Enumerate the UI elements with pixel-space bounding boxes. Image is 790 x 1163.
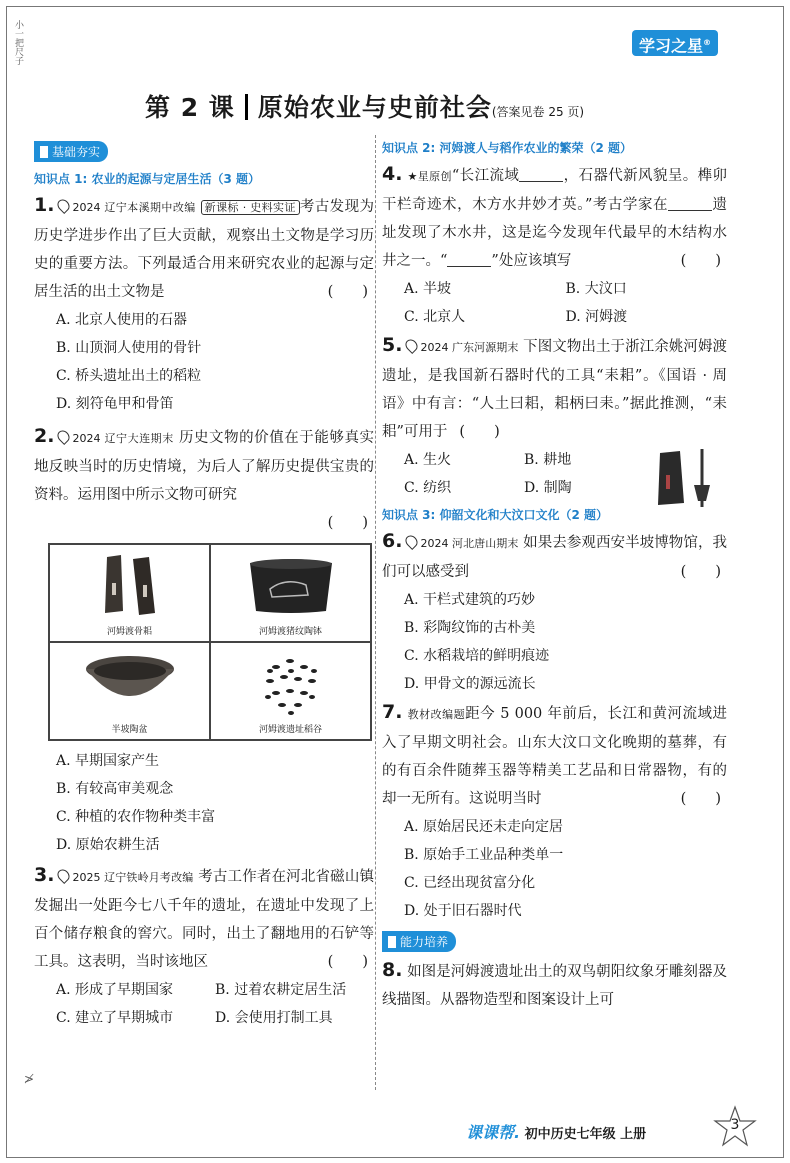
blank-1	[519, 165, 563, 182]
q5-option-c: C. 纺织	[404, 480, 452, 496]
q7-option-b: B. 原始手工业品种类单一	[404, 847, 564, 863]
location-icon	[403, 533, 420, 550]
q2-option-d: D. 原始农耕生活	[56, 837, 160, 853]
page-title: 第 2 课 原始农业与史前社会(答案见卷 25 页)	[145, 93, 585, 122]
left-column	[34, 135, 374, 1032]
question-2: 2. 2024 辽宁大连期末 历史文物的价值在于能够真实地反映当时的历史情境，为后人了解历史提供宝贵的资料。运用图中所示文物可研究	[34, 425, 374, 503]
q7-option-d: D. 处于旧石器时代	[404, 903, 522, 919]
q4-option-b: B. 大汶口	[565, 281, 627, 297]
knowledge-point-1: 知识点 1: 农业的起源与定居生活（3 题）	[34, 172, 261, 186]
q2-option-a: A. 早期国家产生	[56, 753, 160, 769]
question-7: 7. 教材改编题距今 5 000 年前后，长江和黄河流域进入了早期文明社会。山东大汶口文化晚期的墓葬，有的有百余件随葬玉器等精美工艺品和日常器物，有的却一无所有。这说明当时 ( )	[382, 701, 728, 807]
brand-logo: 学习之星®	[632, 30, 718, 56]
q5-options	[382, 446, 644, 502]
q6-option-d: D. 甲骨文的源远流长	[404, 676, 536, 692]
q7-option-a: A. 原始居民还未走向定居	[404, 819, 564, 835]
question-4: 4. ★星原创“长江流域 ，石器代新风貌呈。榫卯干栏奇迹术，木方水井妙才英。”考古学家在 遗址发现了木水井，这是迄今发现年代最早的木结构水井之一。“ ”处应该填写 ( )	[382, 163, 727, 269]
q4-option-a: A. 半坡	[404, 281, 452, 297]
q1-option-a: A. 北京人使用的石器	[56, 312, 188, 328]
section-basic: 基础夯实	[34, 141, 108, 162]
q3-options	[34, 976, 374, 1032]
q3-option-b: B. 过着农耕定居生活	[215, 982, 347, 998]
column-divider	[375, 135, 376, 1090]
section-ability: 能力培养	[382, 931, 456, 952]
q1-option-d: D. 刻符龟甲和骨笛	[56, 396, 174, 412]
book-icon	[388, 936, 396, 948]
question-6: 6. 2024 河北唐山期末 如果去参观西安半坡博物馆，我们可以感受到 ( )	[382, 530, 728, 580]
q2-answer-paren: ( )	[327, 515, 368, 531]
leisi-image	[654, 449, 716, 507]
question-5: 5. 2024 广东河源期末 下图文物出土于浙江余姚河姆渡遗址，是我国新石器时代的工具“耒耜”。《国语 · 周语》中有言：“人土曰耜，耜柄曰耒。”据此推测，“耒耜”可用于 ( )	[382, 334, 728, 440]
artifact-image-table	[48, 543, 372, 741]
q3-option-a: A. 形成了早期国家	[56, 982, 174, 998]
q1-option-b: B. 山顶洞人使用的骨针	[56, 340, 202, 356]
right-column	[382, 135, 727, 1014]
q2-option-c: C. 种植的农作物种类丰富	[56, 809, 216, 825]
image-banpo-basin: 半坡陶盆	[49, 642, 210, 740]
q6-option-b: B. 彩陶纹饰的古朴美	[404, 620, 536, 636]
image-pig-pottery: 河姆渡猪纹陶钵	[210, 544, 371, 642]
image-rice-grains: 河姆渡遗址稻谷	[210, 642, 371, 740]
image-bone-spade: 河姆渡骨耜	[49, 544, 210, 642]
location-icon	[55, 428, 72, 445]
q4-option-c: C. 北京人	[404, 309, 466, 325]
q3-option-c: C. 建立了早期城市	[56, 1010, 174, 1026]
side-text: 小一把尺子	[13, 20, 23, 65]
q7-option-c: C. 已经出现贫富分化	[404, 875, 536, 891]
knowledge-point-3: 知识点 3: 仰韶文化和大汶口文化（2 题）	[382, 508, 609, 522]
question-3: 3. 2025 辽宁铁岭月考改编 考古工作者在河北省磁山镇发掘出一处距今七八千年的遗址，在遗址中发现了上百个储存粮食的窖穴。同时，出土了翻地用的石铲等工具。这表明，当时该地区 ( )	[34, 864, 375, 970]
q1-option-c: C. 桥头遗址出土的稻粒	[56, 368, 202, 384]
location-icon	[403, 337, 420, 354]
q2-option-b: B. 有较高审美观念	[56, 781, 174, 797]
q5-option-d: D. 制陶	[524, 480, 572, 496]
q5-option-a: A. 生火	[404, 452, 452, 468]
blank-3	[447, 250, 491, 267]
location-icon	[55, 197, 72, 214]
knowledge-point-2: 知识点 2: 河姆渡人与稻作农业的繁荣（2 题）	[382, 141, 633, 155]
q6-option-a: A. 干栏式建筑的巧妙	[404, 592, 536, 608]
question-1: 1. 2024 辽宁本溪期中改编 新课标 · 史料实证 考古发现为历史学进步作出了巨大贡献，观察出土文物是学习历史的重要方法。下列最适合用来研究农业的起源与定居生活的出土文物是 ( )	[34, 194, 375, 300]
footer: 课课帮. 初中历史七年级 上册	[466, 1123, 647, 1142]
q3-option-d: D. 会使用打制工具	[215, 1010, 333, 1026]
margin-mark: ≯	[24, 1072, 35, 1086]
blank-2	[668, 194, 712, 211]
question-5-block	[382, 331, 727, 502]
book-icon	[40, 146, 48, 158]
q6-option-c: C. 水稻栽培的鲜明痕迹	[404, 648, 550, 664]
page-number: 3	[730, 1117, 740, 1133]
question-8: 8. 如图是河姆渡遗址出土的双鸟朝阳纹象牙雕刻器及线描图。从器物造型和图案设计上可	[382, 959, 728, 1008]
location-icon	[55, 867, 72, 884]
q4-options	[382, 275, 727, 331]
q4-option-d: D. 河姆渡	[565, 309, 628, 325]
q5-option-b: B. 耕地	[524, 452, 572, 468]
